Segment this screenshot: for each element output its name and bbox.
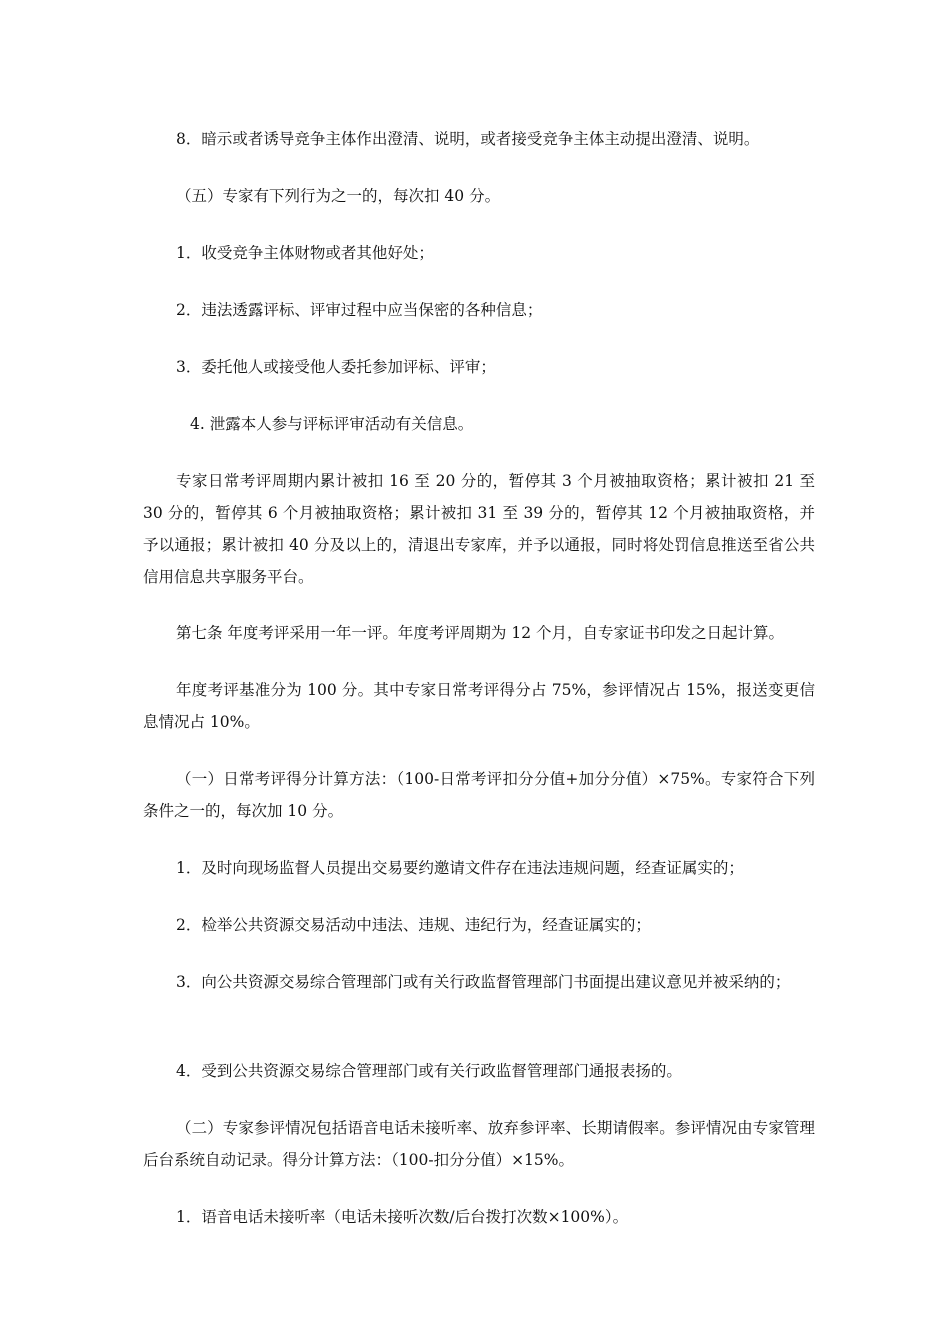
paragraph-section-5-item-2: 2．违法透露评标、评审过程中应当保密的各种信息； bbox=[176, 301, 543, 319]
paragraph-section-5-item-3: 3．委托他人或接受他人委托参加评标、评审； bbox=[176, 358, 496, 376]
paragraph-item-8: 8．暗示或者诱导竞争主体作出澄清、说明，或者接受竞争主体主动提出澄清、说明。 bbox=[176, 130, 760, 148]
paragraph-bonus-item-3: 3．向公共资源交易综合管理部门或有关行政监督管理部门书面提出建议意见并被采纳的； bbox=[176, 973, 791, 991]
paragraph-participation-score: （二）专家参评情况包括语音电话未接听率、放弃参评率、长期请假率。参评情况由专家管理后台系统自动记录。得分计算方法：（100-扣分分值）×15%。 bbox=[143, 1119, 815, 1169]
paragraph-bonus-item-4: 4．受到公共资源交易综合管理部门或有关行政监督管理部门通报表扬的。 bbox=[176, 1062, 682, 1080]
paragraph-bonus-item-2: 2．检举公共资源交易活动中违法、违规、违纪行为，经查证属实的； bbox=[176, 916, 651, 934]
paragraph-bonus-item-1: 1．及时向现场监督人员提出交易要约邀请文件存在违法违规问题，经查证属实的； bbox=[176, 859, 744, 877]
paragraph-daily-score-method: （一）日常考评得分计算方法：（100-日常考评扣分分值+加分分值）×75%。专家符合下列条件之一的，每次加 10 分。 bbox=[143, 770, 815, 820]
paragraph-section-5-heading: （五）专家有下列行为之一的，每次扣 40 分。 bbox=[176, 187, 501, 205]
paragraph-section-5-item-4: 4. 泄露本人参与评标评审活动有关信息。 bbox=[190, 415, 474, 433]
paragraph-section-5-item-1: 1．收受竞争主体财物或者其他好处； bbox=[176, 244, 434, 262]
paragraph-annual-base-score: 年度考评基准分为 100 分。其中专家日常考评得分占 75%，参评情况占 15%，报送变更信息情况占 10%。 bbox=[143, 681, 815, 731]
paragraph-participation-item-1: 1．语音电话未接听率（电话未接听次数/后台拨打次数×100%）。 bbox=[176, 1208, 629, 1226]
paragraph-article-7: 第七条 年度考评采用一年一评。年度考评周期为 12 个月，自专家证书印发之日起计算。 bbox=[176, 624, 785, 642]
paragraph-penalty-rules: 专家日常考评周期内累计被扣 16 至 20 分的，暂停其 3 个月被抽取资格；累计被扣 21 至 30 分的，暂停其 6 个月被抽取资格；累计被扣 31 至 39 分的，暂停其 12 个月被抽取资格，并予以通报；累计被扣 40 分及以上的，清退出专家库，并予以通报，同时将处罚信息推送至省公共信用信息共享服务平台。 bbox=[143, 472, 815, 586]
